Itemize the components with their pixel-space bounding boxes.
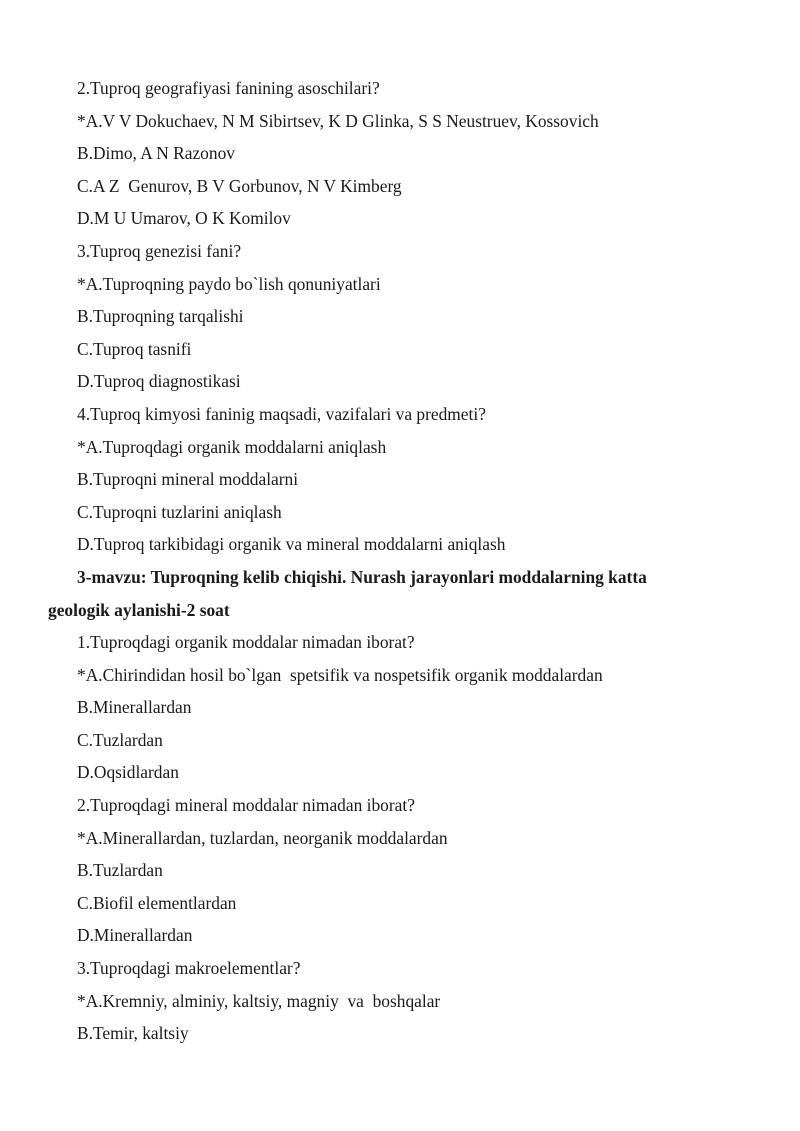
answer-option: *A.Minerallardan, tuzlardan, neorganik moddalardan (77, 827, 448, 848)
answer-option: *A.Tuproqdagi organik moddalarni aniqlash (77, 436, 387, 457)
question-line: 4.Tuproq kimyosi faninig maqsadi, vazifalari va predmeti? (77, 403, 486, 424)
answer-option: B.Minerallardan (77, 697, 192, 718)
answer-option: C.A Z Genurov, B V Gorbunov, N V Kimberg (77, 175, 402, 196)
answer-option: C.Tuproq tasnifi (77, 338, 192, 359)
answer-option: C.Tuproqni tuzlarini aniqlash (77, 501, 282, 522)
question-line: 2.Tuproq geografiyasi fanining asoschilari? (77, 78, 380, 98)
answer-option: D.Minerallardan (77, 925, 193, 946)
answer-option: B.Dimo, A N Razonov (77, 143, 235, 164)
answer-option: D.M U Umarov, O K Komilov (77, 208, 291, 229)
answer-option: D.Tuproq tarkibidagi organik va mineral moddalarni aniqlash (77, 534, 506, 555)
section-heading: 3-mavzu: Tuproqning kelib chiqishi. Nurash jarayonlari moddalarning katta (77, 566, 647, 587)
answer-option: *A.V V Dokuchaev, N M Sibirtsev, K D Glinka, S S Neustruev, Kossovich (77, 110, 599, 131)
answer-option: *A.Chirindidan hosil bo`lgan spetsifik va nospetsifik organik moddalardan (77, 664, 603, 685)
answer-option: B.Tuproqning tarqalishi (77, 306, 244, 327)
section-heading-continuation: geologik aylanishi-2 soat (48, 599, 230, 620)
answer-option: D.Oqsidlardan (77, 762, 179, 783)
question-line: 1.Tuproqdagi organik moddalar nimadan iborat? (77, 632, 415, 653)
answer-option: B.Tuproqni mineral moddalarni (77, 469, 299, 490)
answer-option: *A.Kremniy, alminiy, kaltsiy, magniy va boshqalar (77, 990, 441, 1011)
question-line: 2.Tuproqdagi mineral moddalar nimadan iborat? (77, 795, 415, 816)
answer-option: B.Tuzlardan (77, 860, 163, 881)
question-line: 3.Tuproq genezisi fani? (77, 240, 242, 261)
answer-option: *A.Tuproqning paydo bo`lish qonuniyatlari (77, 273, 381, 294)
document-page (0, 72, 800, 1050)
answer-option: C.Biofil elementlardan (77, 892, 237, 913)
answer-option: B.Temir, kaltsiy (77, 1023, 189, 1044)
answer-option: D.Tuproq diagnostikasi (77, 371, 241, 392)
answer-option: C.Tuzlardan (77, 729, 163, 750)
question-line: 3.Tuproqdagi makroelementlar? (77, 958, 301, 979)
